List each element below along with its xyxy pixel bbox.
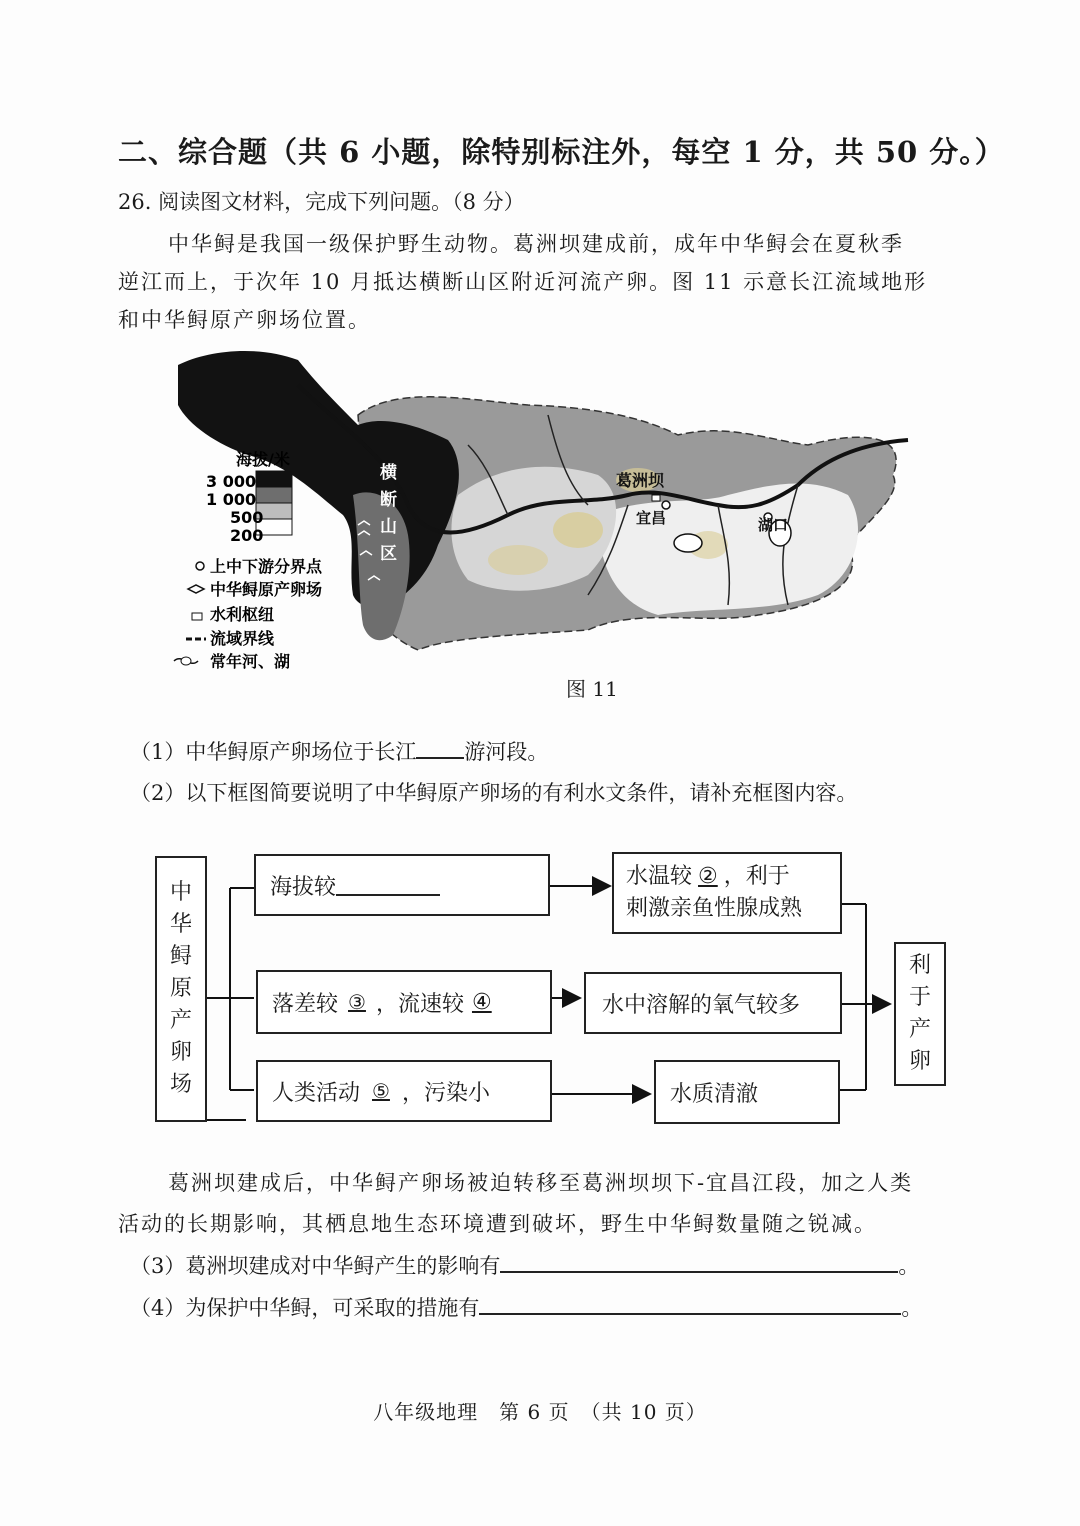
blank-3[interactable]: ③ xyxy=(348,990,366,1014)
left-char-1: 中 xyxy=(169,880,192,905)
hengduan-char-4: 区 xyxy=(380,544,397,564)
question-title: 26. 阅读图文材料，完成下列问题。（8 分） xyxy=(118,190,525,214)
row3-effect-box: 水质清澈 xyxy=(654,1060,840,1124)
place-hukou: 湖口 xyxy=(758,516,789,534)
legend-item-5: 常年河、湖 xyxy=(210,652,291,671)
sub-question-3 xyxy=(130,1250,919,1280)
left-char-3: 鲟 xyxy=(169,944,192,969)
sub4-end: 。 xyxy=(901,1296,923,1320)
hengduan-char-2: 断 xyxy=(380,490,397,510)
legend-tick-3000: 3 000 xyxy=(206,472,257,491)
row2-cause-box xyxy=(256,970,552,1034)
row3-cause-box xyxy=(256,1060,552,1122)
intro-line-3: 和中华鲟原产卵场位置。 xyxy=(118,308,371,332)
sub-question-4 xyxy=(130,1292,922,1322)
row1-cause-text: 海拔较 xyxy=(270,874,337,900)
spawning-ground-box xyxy=(155,856,207,1122)
sub1-blank[interactable] xyxy=(416,737,464,759)
blank-1[interactable] xyxy=(336,874,440,896)
gezhouba-dam-icon xyxy=(652,495,660,501)
hengduan-char-3: 山 xyxy=(380,517,397,537)
legend-item-4: 流域界线 xyxy=(210,629,275,648)
row2-effect-box: 水中溶解的氧气较多 xyxy=(584,972,842,1034)
intro-line-1: 中华鲟是我国一级保护野生动物。葛洲坝建成前，成年中华鲟会在夏秋季 xyxy=(168,232,904,256)
row1-effect-box xyxy=(612,852,842,934)
legend-item-3: 水利枢纽 xyxy=(210,605,275,624)
result-box xyxy=(894,942,946,1086)
row1-effect-text-b: ，利于 xyxy=(723,864,790,889)
blank-4[interactable]: ④ xyxy=(471,989,492,1015)
result-char-3: 产 xyxy=(908,1017,931,1042)
page-footer: 八年级地理 第 6 页 （共 10 页） xyxy=(373,1400,707,1424)
place-gezhouba: 葛洲坝 xyxy=(616,471,665,490)
sub3-answer-line[interactable] xyxy=(500,1251,898,1273)
left-char-6: 卵 xyxy=(169,1040,192,1065)
row3-cause-text-a: 人类活动 xyxy=(272,1080,361,1106)
lake-dongting xyxy=(674,534,702,552)
section-title: 二、综合题（共 6 小题，除特别标注外，每空 1 分，共 50 分。） xyxy=(118,135,1005,169)
legend-item-1: 上中下游分界点 xyxy=(210,557,323,576)
hengduan-char-1: 横 xyxy=(380,463,397,483)
sub-question-1 xyxy=(130,736,548,766)
legend-title: 海拔/米 xyxy=(236,450,290,469)
sub-question-2: （2）以下框图简要说明了中华鲟原产卵场的有利水文条件，请补充框图内容。 xyxy=(130,781,858,805)
left-char-4: 原 xyxy=(169,976,192,1001)
legend-dam-icon xyxy=(192,613,202,620)
sub1-prefix: （1）中华鲟原产卵场位于长江 xyxy=(130,740,417,764)
para2-line-2: 活动的长期影响，其栖息地生态环境遭到破坏，野生中华鲟数量随之锐减。 xyxy=(118,1212,877,1236)
row1-effect-line1 xyxy=(626,861,790,893)
place-yichang: 宜昌 xyxy=(636,509,667,527)
left-char-5: 产 xyxy=(169,1008,192,1033)
legend-tick-200: 200 xyxy=(230,526,264,545)
sub3-text: （3）葛洲坝建成对中华鲟产生的影响有 xyxy=(130,1254,501,1278)
sub4-text: （4）为保护中华鲟，可采取的措施有 xyxy=(130,1296,480,1320)
blank-5[interactable]: ⑤ xyxy=(372,1079,390,1103)
row3-cause-text-b: ，污染小 xyxy=(401,1080,490,1106)
row1-effect-text-a: 水温较 xyxy=(626,864,693,889)
legend-item-2: 中华鲟原产卵场 xyxy=(210,580,323,599)
legend-tick-500: 500 xyxy=(230,508,264,527)
left-char-7: 场 xyxy=(169,1072,192,1097)
result-char-4: 卵 xyxy=(908,1049,931,1074)
para2-line-1: 葛洲坝建成后，中华鲟产卵场被迫转移至葛洲坝坝下-宜昌江段，加之人类 xyxy=(168,1171,914,1195)
legend-boundary-point-icon xyxy=(196,562,204,570)
left-char-2: 华 xyxy=(169,912,192,937)
result-char-2: 于 xyxy=(908,985,931,1010)
yangtze-basin-map xyxy=(168,345,928,675)
legend-swatch-1000 xyxy=(256,487,292,503)
blank-2[interactable]: ② xyxy=(698,864,718,889)
sub4-answer-line[interactable] xyxy=(479,1293,901,1315)
yichang-point xyxy=(662,501,670,509)
sub1-suffix: 游河段。 xyxy=(464,740,549,764)
legend-spawning-icon xyxy=(188,585,204,593)
result-char-1: 利 xyxy=(908,953,931,978)
row2-cause-text-a: 落差较 xyxy=(272,991,339,1017)
sub3-end: 。 xyxy=(898,1254,920,1278)
legend-swatch-3000 xyxy=(256,471,292,487)
row1-cause-box xyxy=(254,854,550,916)
row2-cause-text-b: ，流速较 xyxy=(375,991,464,1017)
legend-tick-1000: 1 000 xyxy=(206,490,257,509)
intro-line-2: 逆江而上，于次年 10 月抵达横断山区附近河流产卵。图 11 示意长江流域地形 xyxy=(118,270,928,294)
row1-effect-line2: 刺激亲鱼性腺成熟 xyxy=(626,896,803,921)
map-caption: 图 11 xyxy=(566,677,618,701)
